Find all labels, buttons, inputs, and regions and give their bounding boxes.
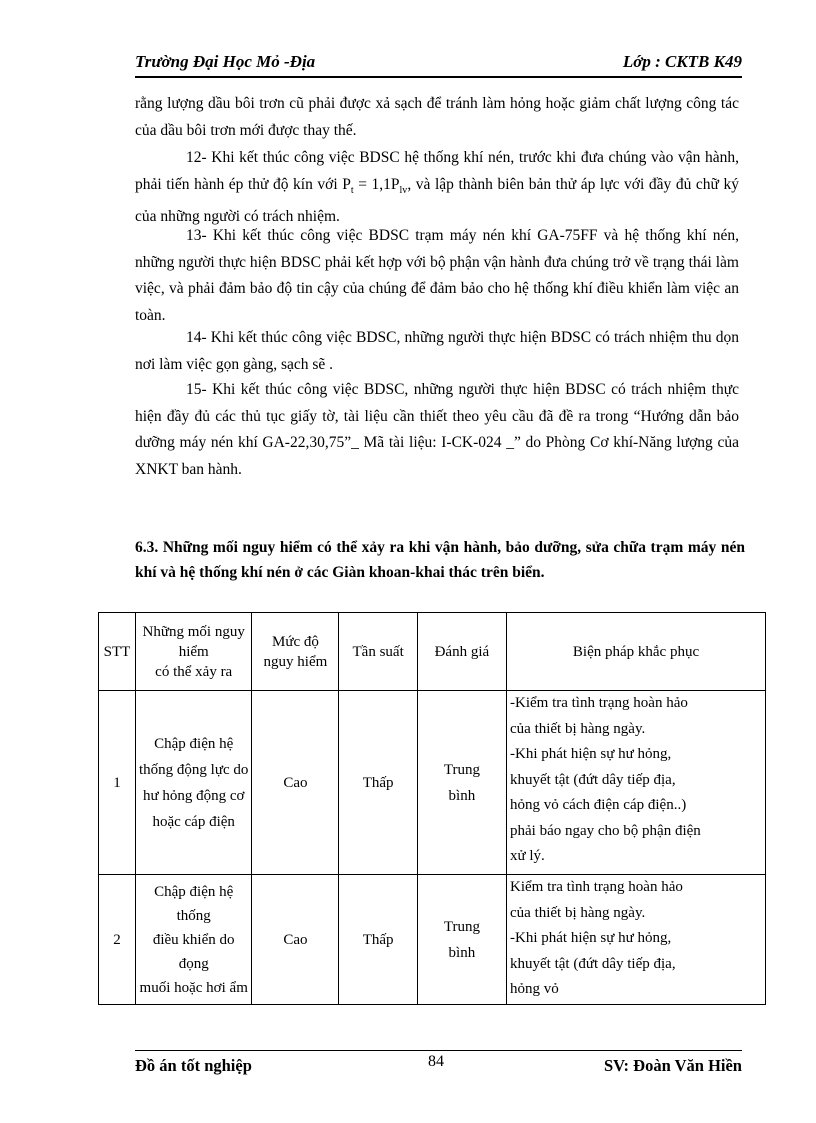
- row-remedy-line: -Khi phát hiện sự hư hỏng,: [510, 930, 672, 946]
- footer-thesis: Đồ án tốt nghiệp: [135, 1056, 252, 1075]
- header-danger-line: Mức độ: [271, 633, 319, 650]
- row-remedy: [507, 875, 766, 1005]
- row-frequency: Thấp: [339, 691, 417, 875]
- table-row: [99, 691, 766, 875]
- row-remedy-line: -Khi phát hiện sự hư hỏng,: [510, 746, 672, 762]
- row-hazard-line: Chập điện hệ: [154, 735, 234, 752]
- row-remedy-line: khuyết tật (đứt dây tiếp địa,: [510, 955, 676, 972]
- row-evaluation-line: bình: [448, 787, 476, 804]
- header-danger: [252, 613, 339, 691]
- row-hazard-line: muối hoặc hơi ẩm: [139, 979, 248, 996]
- table-header-row: [99, 613, 766, 691]
- row-evaluation-line: Trung: [443, 761, 480, 778]
- row-hazard-line: Chập điện hệ: [154, 883, 234, 900]
- hazard-table: [98, 612, 766, 1005]
- row-evaluation: [417, 875, 506, 1005]
- paragraph-item-14: 14- Khi kết thúc công việc BDSC, những người thực hiện BDSC có trách nhiệm thu dọn nơi làm việc gọn gàng, sạch sẽ .: [135, 329, 739, 373]
- row-remedy: [507, 691, 766, 875]
- section-title: 6.3. Những mối nguy hiểm có thể xảy ra khi vận hành, bảo dưỡng, sửa chữa trạm máy nén khí và hệ thống khí nén ở các Giàn khoan-khai thác trên biển.: [135, 539, 745, 581]
- page-header: [135, 50, 742, 78]
- paragraph-item-13: 13- Khi kết thúc công việc BDSC trạm máy nén khí GA-75FF và hệ thống khí nén, những người thực hiện BDSC phải kết hợp với bộ phận vận hành đưa chúng trở về trạng thái làm việc, và phải đảm bảo độ tin cậy của chúng để đảm bảo cho hệ thống khí điều khiển làm việc an toàn.: [135, 227, 739, 324]
- header-hazard-line: có thể xảy ra: [155, 663, 233, 680]
- row-stt: 2: [99, 875, 136, 1005]
- row-hazard-line: hoặc cáp điện: [152, 813, 235, 830]
- row-stt: 1: [99, 691, 136, 875]
- row-remedy-line: của thiết bị hàng ngày.: [510, 720, 646, 737]
- p12-sub-lv: lv: [399, 184, 408, 196]
- header-stt: STT: [99, 613, 136, 691]
- paragraph-oil-continuation: rằng lượng dầu bôi trơn cũ phải được xả sạch để tránh làm hỏng hoặc giảm chất lượng công tác của dầu bôi trơn mới được thay thế.: [135, 95, 739, 139]
- row-evaluation-line: bình: [448, 944, 476, 961]
- row-remedy-line: hỏng vỏ cách điện cáp điện..): [510, 797, 687, 813]
- row-remedy-line: Kiểm tra tình trạng hoàn hảo: [510, 879, 683, 895]
- row-hazard: [135, 691, 251, 875]
- row-remedy-line: -Kiểm tra tình trạng hoàn hảo: [510, 695, 688, 711]
- row-danger: Cao: [252, 875, 339, 1005]
- header-remedy: Biện pháp khắc phục: [507, 613, 766, 691]
- header-school: Trường Đại Học Mỏ -Địa: [135, 52, 316, 71]
- p12-text-before: 12- Khi kết thúc công việc BDSC hệ thống khí nén, trước khi đưa chúng vào vận hành, phải tiến hành ép thử độ kín với P: [135, 149, 739, 193]
- page-footer: [135, 1050, 742, 1075]
- row-danger: Cao: [252, 691, 339, 875]
- footer-student: SV: Đoàn Văn Hiền: [603, 1056, 742, 1075]
- p12-text-after: , và lập thành biên bản thử áp lực với đầy đủ chữ ký của những người có trách nhiệm.: [135, 175, 739, 226]
- row-remedy-line: xử lý.: [510, 848, 545, 864]
- header-frequency: Tần suất: [339, 613, 417, 691]
- row-evaluation-line: Trung: [443, 918, 480, 935]
- paragraph-item-15: 15- Khi kết thúc công việc BDSC, những người thực hiện BDSC có trách nhiệm thực hiện đầy đủ các thủ tục giấy tờ, tài liệu cần thiết theo yêu cầu đã đề ra trong “Hướng dẫn bảo dưỡng máy nén khí GA-22,30,75”_ Mã tài liệu: I-CK-024 _” do Phòng Cơ khí-Năng lượng của XNKT ban hành.: [135, 381, 739, 478]
- row-hazard-line: điều khiển do đọng: [152, 931, 235, 972]
- paragraph-item-12: [135, 145, 739, 231]
- row-hazard: [135, 875, 251, 1005]
- row-remedy-line: hỏng vỏ: [510, 981, 559, 997]
- p12-text-mid: = 1,1P: [353, 175, 400, 193]
- row-remedy-line: của thiết bị hàng ngày.: [510, 904, 646, 921]
- header-hazard: [135, 613, 251, 691]
- table-row: [99, 875, 766, 1005]
- header-hazard-line: hiểm: [178, 643, 209, 660]
- header-evaluation: Đánh giá: [417, 613, 506, 691]
- row-hazard-line: thống: [176, 907, 211, 924]
- row-hazard-line: thống động lực do: [139, 761, 249, 778]
- row-hazard-line: hư hỏng động cơ: [142, 787, 245, 804]
- header-danger-line: nguy hiểm: [263, 653, 328, 670]
- header-hazard-line: Những mối nguy: [142, 623, 245, 640]
- p12-sub-t: t: [350, 184, 354, 196]
- row-frequency: Thấp: [339, 875, 417, 1005]
- page-number: 84: [428, 1053, 444, 1070]
- row-evaluation: [417, 691, 506, 875]
- row-remedy-line: khuyết tật (đứt dây tiếp địa,: [510, 771, 676, 788]
- header-class: Lớp : CKTB K49: [622, 52, 742, 71]
- row-remedy-line: phải báo ngay cho bộ phận điện: [510, 822, 701, 839]
